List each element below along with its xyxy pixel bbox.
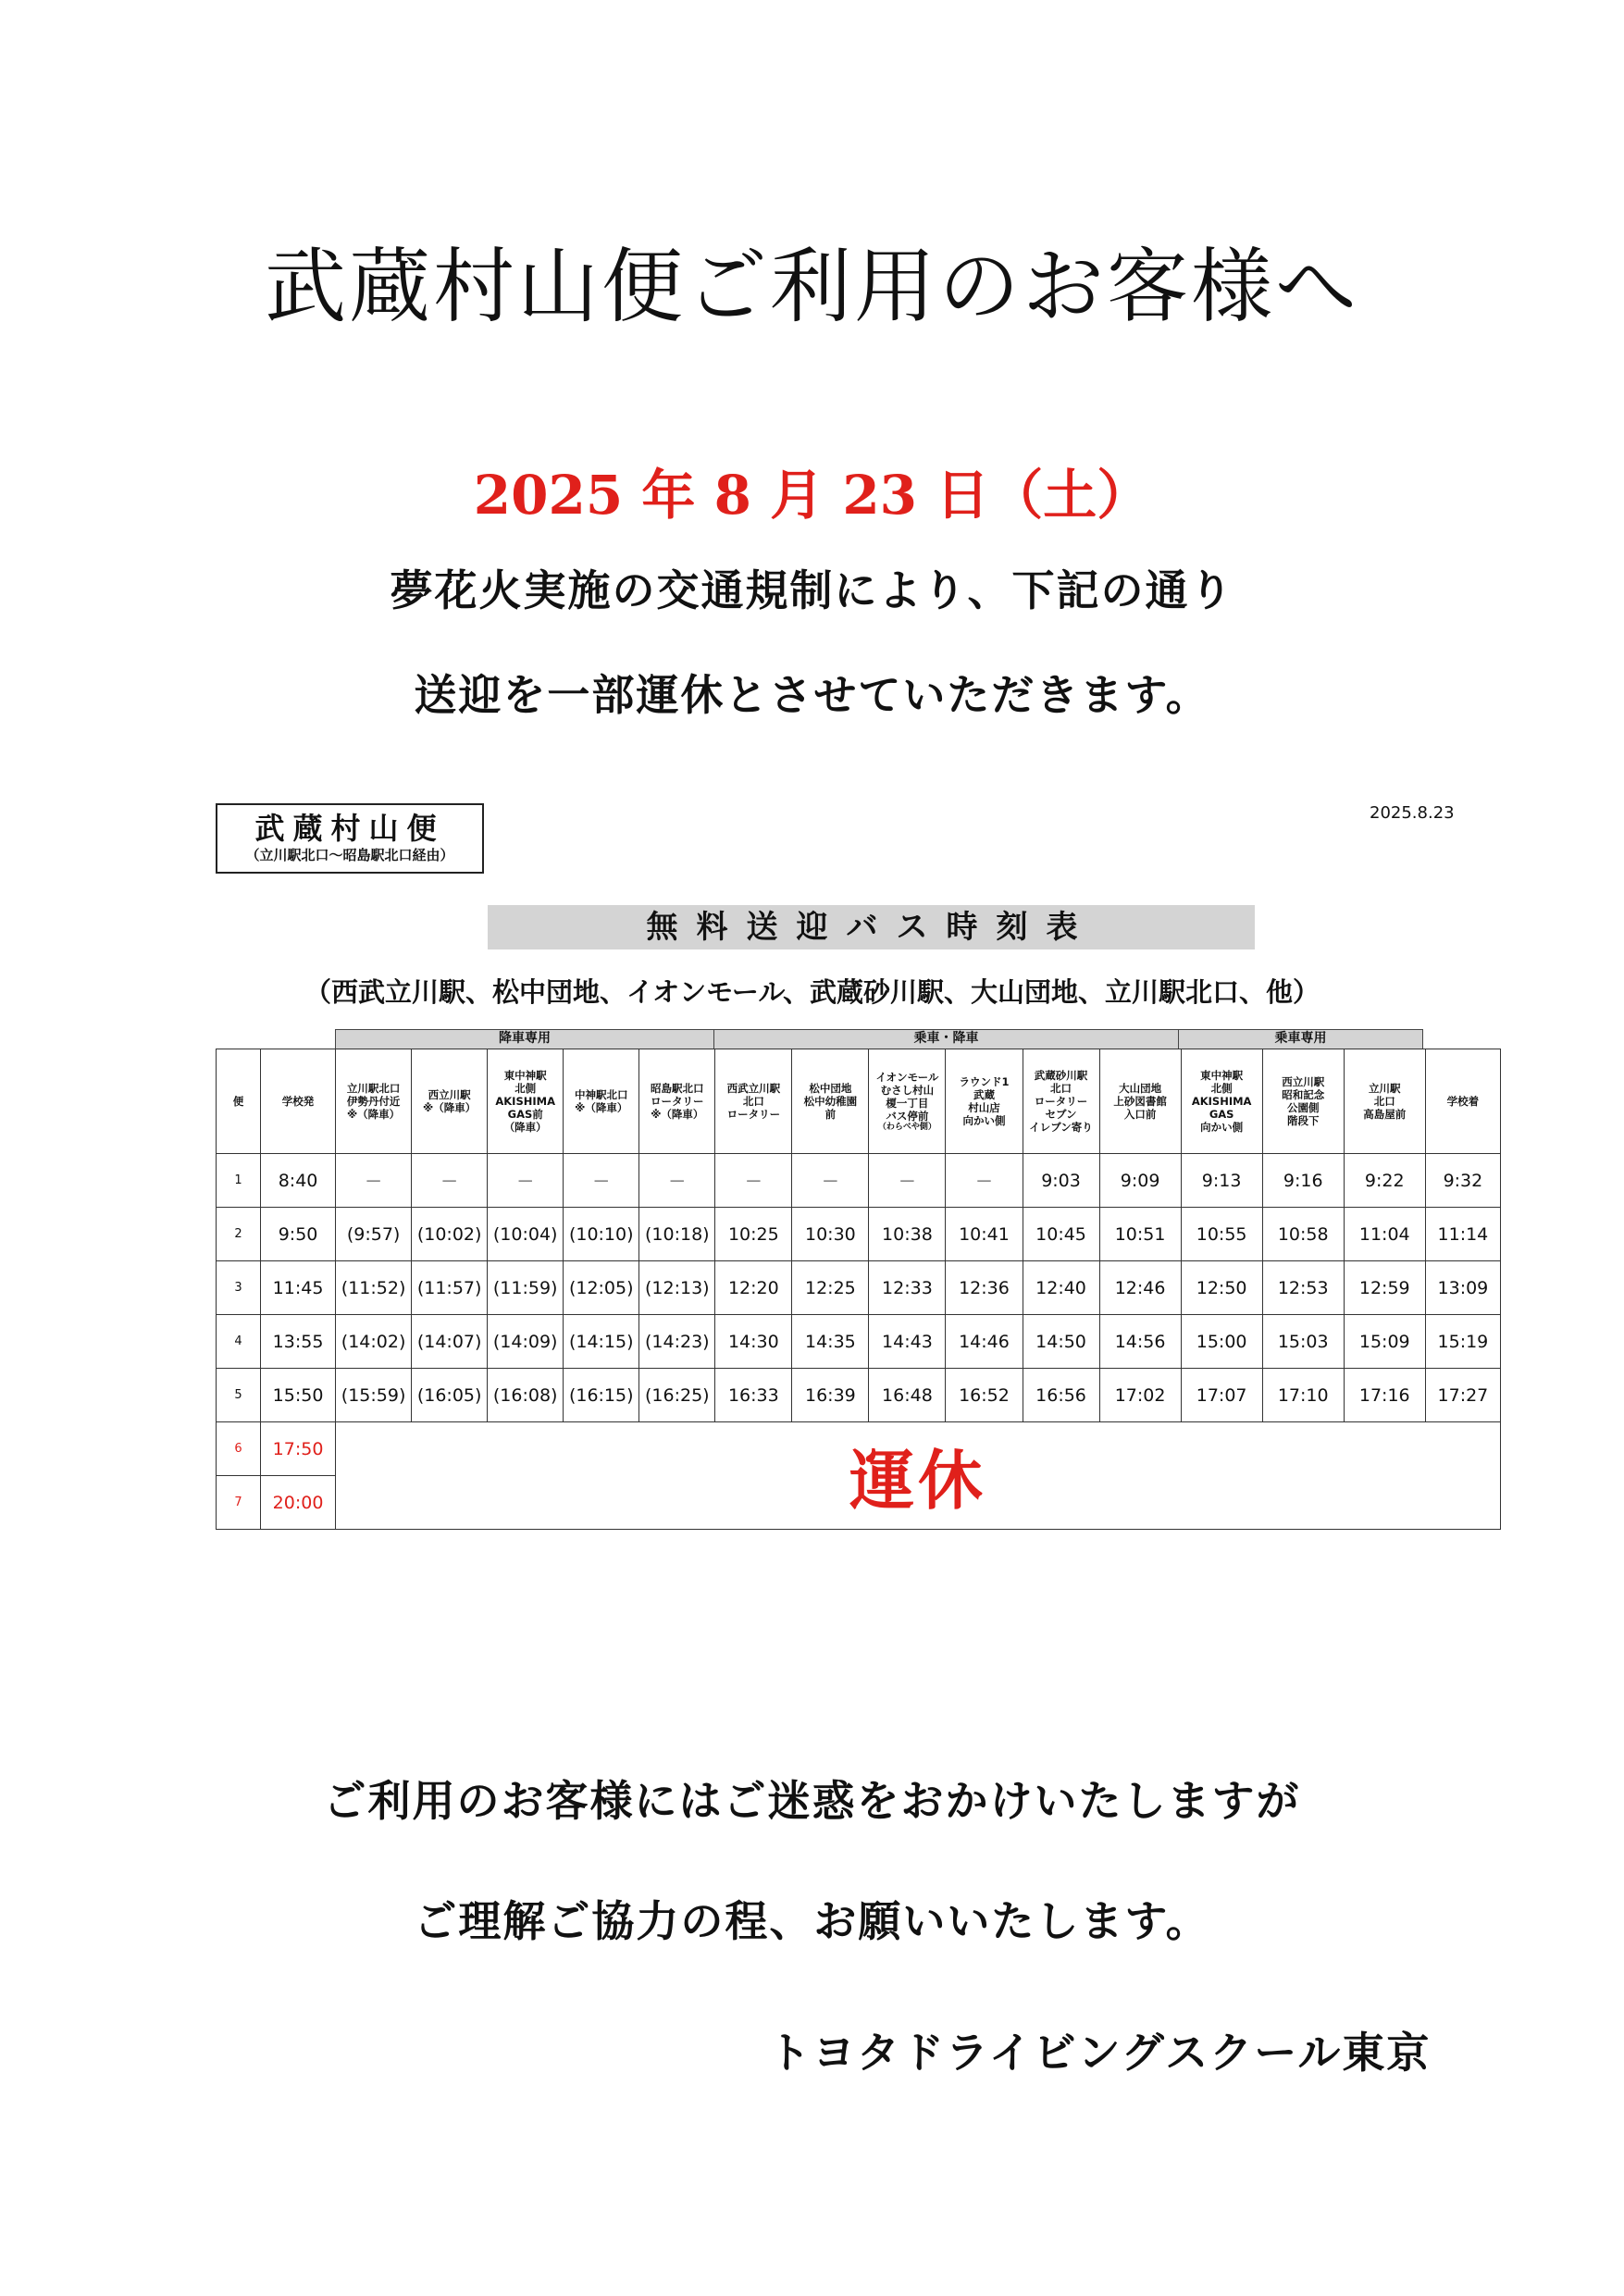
stop-time: 9:09 (1099, 1154, 1181, 1208)
column-header (792, 1049, 869, 1154)
trip-number: 4 (217, 1315, 261, 1369)
stop-time: (14:23) (639, 1315, 715, 1369)
column-header (564, 1049, 639, 1154)
stop-time: － (336, 1154, 412, 1208)
stop-time: 17:16 (1344, 1369, 1425, 1422)
trip-number: 3 (217, 1261, 261, 1315)
column-header-line: セブン (1045, 1108, 1077, 1121)
column-header-line: 上砂図書館 (1113, 1095, 1167, 1108)
column-header-line: 西武立川駅 (726, 1082, 781, 1095)
stop-time: 12:53 (1262, 1261, 1344, 1315)
departure-time: 9:50 (261, 1208, 336, 1261)
column-header-line: 北側 (1210, 1082, 1233, 1095)
column-header (261, 1049, 336, 1154)
stop-time: 12:33 (869, 1261, 946, 1315)
group-header-board-only: 乗車専用 (1178, 1029, 1423, 1049)
stop-time: － (946, 1154, 1023, 1208)
column-header-line: （わらべや側） (877, 1122, 936, 1132)
column-header-line: 便 (232, 1095, 244, 1108)
column-header (1181, 1049, 1262, 1154)
column-header (639, 1049, 715, 1154)
column-header-line: むさし村山 (880, 1083, 935, 1097)
trip-number: 5 (217, 1369, 261, 1422)
column-header-line: 北口 (1373, 1095, 1395, 1108)
route-via: （立川駅北口～昭島駅北口経由） (245, 847, 454, 863)
stop-time: 16:52 (946, 1369, 1023, 1422)
column-header-line: 松中幼稚園 (803, 1095, 858, 1108)
stop-time: 12:59 (1344, 1261, 1425, 1315)
stop-time: 12:36 (946, 1261, 1023, 1315)
stop-time: － (412, 1154, 488, 1208)
stop-time: 10:41 (946, 1208, 1023, 1261)
stop-time: 12:20 (715, 1261, 792, 1315)
stop-time: (16:15) (564, 1369, 639, 1422)
column-header-line: GAS (1209, 1108, 1234, 1121)
departure-time: 17:50 (261, 1422, 336, 1476)
column-header-line: 向かい側 (1200, 1121, 1244, 1134)
stop-time: 14:30 (715, 1315, 792, 1369)
stop-time: 16:48 (869, 1369, 946, 1422)
stop-time: － (564, 1154, 639, 1208)
column-header-line: ※（降車） (575, 1101, 628, 1114)
column-header (217, 1049, 261, 1154)
stop-time: 10:30 (792, 1208, 869, 1261)
stop-time: 10:38 (869, 1208, 946, 1261)
route-name: 武蔵村山便 (254, 811, 445, 846)
stop-time: (10:18) (639, 1208, 715, 1261)
stop-time: (10:02) (412, 1208, 488, 1261)
table-row-suspended (217, 1422, 1501, 1476)
column-header (1262, 1049, 1344, 1154)
column-header-line: ※（降車） (423, 1101, 477, 1114)
trip-number: 2 (217, 1208, 261, 1261)
closing-line-1: ご利用のお客様にはご迷惑をおかけいたしますが (323, 1776, 1301, 1826)
column-header-line: 村山店 (968, 1101, 1000, 1114)
column-header-line: ロータリー (651, 1095, 704, 1108)
stop-time: (9:57) (336, 1208, 412, 1261)
departure-time: 13:55 (261, 1315, 336, 1369)
column-header-line: 階段下 (1286, 1114, 1320, 1127)
stop-time: (11:59) (488, 1261, 564, 1315)
column-header-line: 北口 (742, 1095, 764, 1108)
column-header-line: バス停前 (886, 1109, 929, 1123)
stop-time: 15:19 (1425, 1315, 1500, 1369)
column-header-line: 学校着 (1446, 1095, 1480, 1108)
column-header (1099, 1049, 1181, 1154)
stop-time: 11:14 (1425, 1208, 1500, 1261)
column-header-line: 北側 (514, 1082, 537, 1095)
table-row (217, 1315, 1501, 1369)
column-header (946, 1049, 1023, 1154)
suspended-label: 運休 (336, 1422, 1501, 1530)
notice-message-line-2: 送迎を一部運休とさせていただきます。 (414, 670, 1210, 720)
column-header-line: 向かい側 (962, 1114, 1006, 1127)
column-header-line: ※（降車） (347, 1108, 401, 1121)
stop-time: 14:50 (1023, 1315, 1099, 1369)
group-header-board-alight: 乗車・降車 (713, 1029, 1179, 1049)
stop-time: 17:10 (1262, 1369, 1344, 1422)
column-header (488, 1049, 564, 1154)
column-header-line: 大山団地 (1119, 1082, 1162, 1095)
company-name: トヨタドライビングスクール東京 (768, 2028, 1432, 2078)
stop-time: 15:09 (1344, 1315, 1425, 1369)
stop-time: 16:33 (715, 1369, 792, 1422)
column-header-line: 武蔵 (973, 1088, 995, 1101)
stop-time: 9:32 (1425, 1154, 1500, 1208)
stop-time: 9:22 (1344, 1154, 1425, 1208)
table-row (217, 1261, 1501, 1315)
stop-time: 13:09 (1425, 1261, 1500, 1315)
stop-time: 15:03 (1262, 1315, 1344, 1369)
route-label-box (216, 803, 484, 874)
stop-time: (14:02) (336, 1315, 412, 1369)
stop-time: 14:35 (792, 1315, 869, 1369)
stop-time: 14:43 (869, 1315, 946, 1369)
stop-time: (10:04) (488, 1208, 564, 1261)
trip-number: 1 (217, 1154, 261, 1208)
timetable-header-row (217, 1049, 1501, 1154)
trip-number: 6 (217, 1422, 261, 1476)
stop-time: 10:55 (1181, 1208, 1262, 1261)
stop-time: 12:50 (1181, 1261, 1262, 1315)
stop-time: 10:25 (715, 1208, 792, 1261)
stop-time: － (639, 1154, 715, 1208)
departure-time: 8:40 (261, 1154, 336, 1208)
stop-time: (12:05) (564, 1261, 639, 1315)
column-header-line: 公園側 (1286, 1101, 1320, 1114)
stop-time: (16:08) (488, 1369, 564, 1422)
column-header (1425, 1049, 1500, 1154)
column-header (715, 1049, 792, 1154)
stop-time: 12:40 (1023, 1261, 1099, 1315)
column-header (869, 1049, 946, 1154)
group-header-alight-only: 降車専用 (335, 1029, 714, 1049)
column-header-line: ロータリー (726, 1108, 781, 1121)
column-header-line: 西立川駅 (1282, 1075, 1325, 1088)
timetable (216, 1049, 1501, 1530)
column-header-line: 昭島駅北口 (651, 1082, 704, 1095)
column-header-line: 東中神駅 (1200, 1069, 1244, 1082)
column-header-line: 西立川駅 (428, 1088, 471, 1101)
stop-time: 17:27 (1425, 1369, 1500, 1422)
column-header-line: 立川駅北口 (346, 1082, 401, 1095)
column-header (1344, 1049, 1425, 1154)
column-header-line: ロータリー (1034, 1095, 1088, 1108)
column-header-line: 伊勢丹付近 (346, 1095, 401, 1108)
stop-time: 16:39 (792, 1369, 869, 1422)
column-header-line: 榎一丁目 (886, 1096, 929, 1110)
column-header-line: 松中団地 (809, 1082, 852, 1095)
document-date: 2025.8.23 (1370, 803, 1455, 823)
column-header-line: 武蔵砂川駅 (1034, 1069, 1088, 1082)
column-header-line: 高島屋前 (1363, 1108, 1407, 1121)
column-header (1023, 1049, 1099, 1154)
column-header-line: 入口前 (1123, 1108, 1157, 1121)
column-header-line: （降車） (503, 1121, 547, 1134)
stop-time: 17:07 (1181, 1369, 1262, 1422)
stop-time: 10:58 (1262, 1208, 1344, 1261)
column-header-line: 中神駅北口 (574, 1088, 628, 1101)
column-header-line: 昭和記念 (1282, 1088, 1325, 1101)
column-header-line: イレブン寄り (1029, 1121, 1093, 1134)
table-row (217, 1369, 1501, 1422)
trip-number: 7 (217, 1476, 261, 1530)
notice-message-line-1: 夢花火実施の交通規制により、下記の通り (390, 565, 1234, 615)
stop-time: 9:03 (1023, 1154, 1099, 1208)
stop-time: － (488, 1154, 564, 1208)
table-row (217, 1208, 1501, 1261)
column-header-line: AKISHIMA (495, 1095, 555, 1108)
column-header-line: ※（降車） (651, 1108, 704, 1121)
departure-time: 11:45 (261, 1261, 336, 1315)
column-header-line: 前 (824, 1108, 837, 1121)
column-header-line: 立川駅 (1369, 1082, 1401, 1095)
stop-time: 12:46 (1099, 1261, 1181, 1315)
stop-time: － (869, 1154, 946, 1208)
column-header-line: 北口 (1050, 1082, 1072, 1095)
column-header (412, 1049, 488, 1154)
stop-time: (16:25) (639, 1369, 715, 1422)
stop-time: 10:45 (1023, 1208, 1099, 1261)
column-header-line: ラウンド1 (959, 1075, 1010, 1088)
column-header-line: 学校発 (281, 1095, 315, 1108)
timetable-subtitle: （西武立川駅、松中団地、イオンモール、武蔵砂川駅、大山団地、立川駅北口、他） (304, 976, 1320, 1008)
notice-date: 2025 年 8 月 23 日（土） (473, 464, 1151, 527)
stop-time: 16:56 (1023, 1369, 1099, 1422)
stop-time: － (792, 1154, 869, 1208)
stop-time: 17:02 (1099, 1369, 1181, 1422)
stop-time: (16:05) (412, 1369, 488, 1422)
stop-time: 10:51 (1099, 1208, 1181, 1261)
departure-time: 20:00 (261, 1476, 336, 1530)
stop-time: (11:57) (412, 1261, 488, 1315)
stop-time: 14:56 (1099, 1315, 1181, 1369)
stop-time: (14:15) (564, 1315, 639, 1369)
closing-line-2: ご理解ご協力の程、お願いいたします。 (414, 1896, 1210, 1946)
column-header (336, 1049, 412, 1154)
timetable-title: 無料送迎バス時刻表 (488, 905, 1255, 949)
stop-time: 11:04 (1344, 1208, 1425, 1261)
stop-time: (14:07) (412, 1315, 488, 1369)
column-header-line: AKISHIMA (1191, 1095, 1252, 1108)
stop-time: (15:59) (336, 1369, 412, 1422)
stop-time: 9:13 (1181, 1154, 1262, 1208)
stop-time: 14:46 (946, 1315, 1023, 1369)
stop-time: (11:52) (336, 1261, 412, 1315)
column-header-line: イオンモール (875, 1070, 939, 1084)
column-header-line: 東中神駅 (503, 1069, 547, 1082)
stop-time: － (715, 1154, 792, 1208)
column-header-line: GAS前 (507, 1108, 543, 1121)
stop-time: 12:25 (792, 1261, 869, 1315)
departure-time: 15:50 (261, 1369, 336, 1422)
stop-time: (14:09) (488, 1315, 564, 1369)
timetable-body (217, 1154, 1501, 1530)
stop-time: (12:13) (639, 1261, 715, 1315)
stop-time: 15:00 (1181, 1315, 1262, 1369)
table-row (217, 1154, 1501, 1208)
page-title: 武蔵村山便ご利用のお客様へ (264, 239, 1359, 334)
stop-time: 9:16 (1262, 1154, 1344, 1208)
stop-time: (10:10) (564, 1208, 639, 1261)
